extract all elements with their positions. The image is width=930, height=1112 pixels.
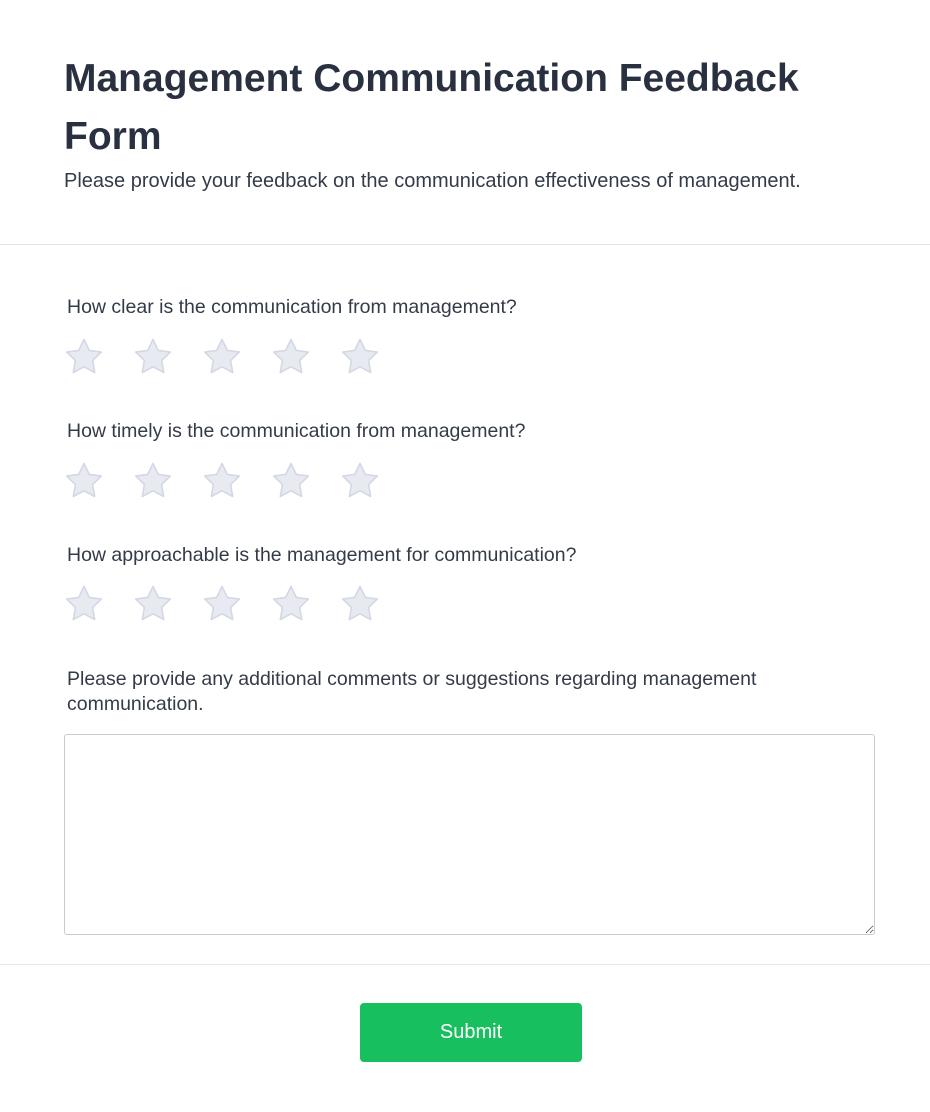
star-icon (271, 584, 311, 624)
star-rating-2[interactable] (133, 461, 202, 501)
star-rating-3[interactable] (202, 337, 271, 377)
star-rating-1[interactable] (64, 337, 133, 377)
star-icon (340, 584, 380, 624)
star-icon (64, 584, 104, 624)
comments-label: Please provide any additional comments or suggestions regarding management communication. (67, 668, 757, 715)
star-rating-5[interactable] (340, 584, 409, 624)
star-rating-3[interactable] (202, 461, 271, 501)
star-rating-3[interactable] (202, 584, 271, 624)
star-icon (64, 337, 104, 377)
rating-stars-clarity (64, 337, 409, 377)
star-icon (340, 337, 380, 377)
star-rating-1[interactable] (64, 584, 133, 624)
question-label-clarity: How clear is the communication from management? (67, 296, 517, 318)
star-rating-1[interactable] (64, 461, 133, 501)
star-icon (340, 461, 380, 501)
star-icon (271, 337, 311, 377)
star-icon (133, 461, 173, 501)
comments-textarea[interactable] (64, 734, 875, 935)
star-rating-2[interactable] (133, 584, 202, 624)
star-rating-5[interactable] (340, 337, 409, 377)
star-rating-4[interactable] (271, 337, 340, 377)
question-label-approachability: How approachable is the management for communication? (67, 544, 577, 566)
star-icon (133, 337, 173, 377)
star-icon (64, 461, 104, 501)
rating-stars-timeliness (64, 461, 409, 501)
star-icon (133, 584, 173, 624)
star-icon (202, 461, 242, 501)
star-rating-2[interactable] (133, 337, 202, 377)
star-icon (202, 584, 242, 624)
page-title: Management Communication Feedback Form (64, 57, 799, 158)
rating-stars-approachability (64, 584, 409, 624)
question-label-timeliness: How timely is the communication from management? (67, 420, 526, 442)
star-rating-4[interactable] (271, 584, 340, 624)
form-description: Please provide your feedback on the communication effectiveness of management. (64, 170, 801, 192)
footer-divider (0, 964, 930, 965)
star-rating-4[interactable] (271, 461, 340, 501)
star-icon (202, 337, 242, 377)
submit-button[interactable]: Submit (360, 1003, 582, 1062)
star-rating-5[interactable] (340, 461, 409, 501)
star-icon (271, 461, 311, 501)
form-header (0, 0, 930, 245)
